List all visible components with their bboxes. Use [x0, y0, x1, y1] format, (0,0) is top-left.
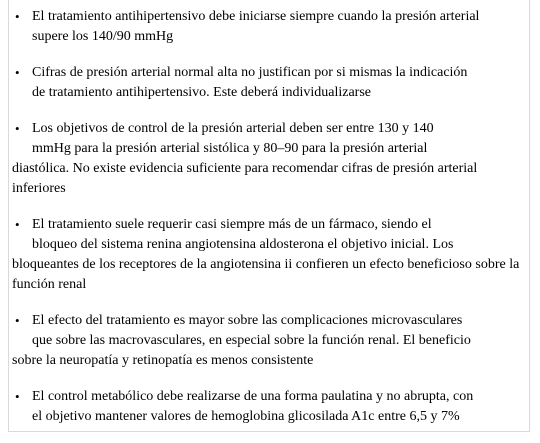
list-item	[12, 311, 528, 371]
item-text-tail: sobre la neuropatía y retinopatía es menos consistente	[12, 353, 314, 368]
item-text: El control metabólico debe realizarse de una forma paulatina y no abrupta, con	[32, 389, 474, 404]
item-text: El tratamiento antihipertensivo debe iniciarse siempre cuando la presión arterial	[32, 9, 480, 24]
item-text-continuation: supere los 140/90 mmHg	[32, 29, 174, 44]
item-text-continuation: el objetivo mantener valores de hemoglobina glicosilada A1c entre 6,5 y 7%	[32, 409, 460, 424]
item-text: El efecto del tratamiento es mayor sobre las complicaciones microvasculares	[32, 313, 463, 328]
item-text-tail: bloqueantes de los receptores de la angiotensina ii confieren un efecto beneficioso sobre la función renal	[12, 257, 520, 292]
list-item	[12, 7, 528, 47]
item-text-continuation: bloqueo del sistema renina angiotensina aldosterona el objetivo inicial. Los	[32, 237, 454, 252]
list-item	[12, 387, 528, 427]
bullet-icon: •	[15, 121, 20, 136]
list-item	[12, 63, 528, 103]
item-text-continuation: de tratamiento antihipertensivo. Este deberá individualizarse	[32, 85, 371, 100]
item-text: Cifras de presión arterial normal alta no justifican por si mismas la indicación	[32, 65, 468, 80]
bullet-icon: •	[15, 389, 20, 404]
item-text-continuation: que sobre las macrovasculares, en especial sobre la función renal. El beneficio	[32, 333, 471, 348]
recommendations-list	[12, 7, 528, 443]
list-item	[12, 215, 528, 295]
item-text-tail: diastólica. No existe evidencia suficiente para recomendar cifras de presión arterial inferiores	[12, 161, 478, 196]
item-text: Los objetivos de control de la presión arterial deben ser entre 130 y 140	[32, 121, 434, 136]
item-text: El tratamiento suele requerir casi siempre más de un fármaco, siendo el	[32, 217, 432, 232]
bullet-icon: •	[15, 217, 20, 232]
item-text-continuation: mmHg para la presión arterial sistólica y 80–90 para la presión arterial	[32, 141, 428, 156]
bullet-icon: •	[15, 65, 20, 80]
bullet-icon: •	[15, 313, 20, 328]
bullet-icon: •	[15, 9, 20, 24]
list-item	[12, 119, 528, 199]
